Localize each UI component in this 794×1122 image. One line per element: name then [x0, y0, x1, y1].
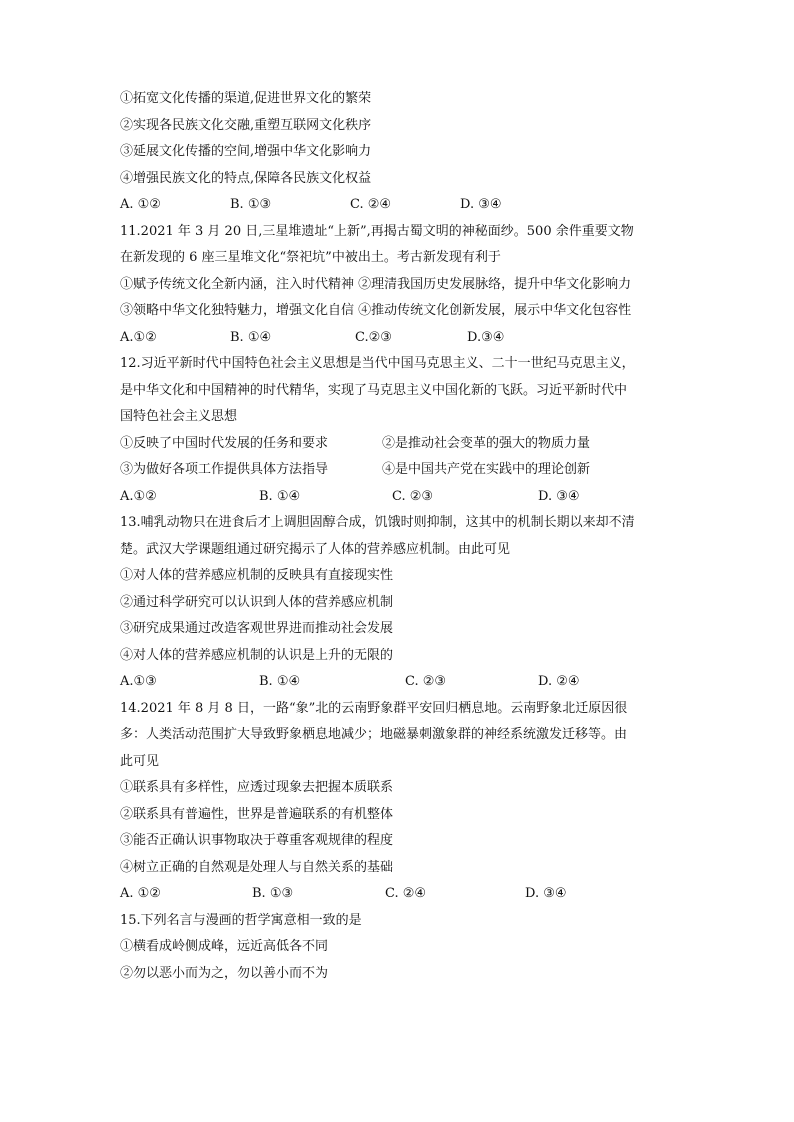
q11-answer-c: C.②③	[355, 329, 392, 345]
q13-answer-choices	[120, 669, 680, 696]
q11-stem-line-2: 在新发现的 6 座三星堆文化“祭祀坑”中被出土。考古新发现有利于	[120, 250, 501, 265]
q10-answer-a: A. ①②	[120, 197, 161, 212]
q12-answer-choices	[120, 484, 680, 511]
q14-option-4: ④树立正确的自然观是处理人与自然关系的基础	[120, 859, 394, 875]
q12-stem-line-2: 是中华文化和中国精神的时代精华，实现了马克思主义中国化新的飞跃。习近平新时代中	[120, 382, 628, 398]
q10-answer-choices	[120, 192, 680, 219]
q11-options-line-1: ①赋予传统文化全新内涵，注入时代精神 ②理清我国历史发展脉络，提升中华文化影响力	[120, 276, 632, 292]
q10-option-4: ④增强民族文化的特点,保障各民族文化权益	[120, 170, 372, 186]
q10-answer-b: B. ①③	[230, 197, 272, 212]
q15-stem-line-1: 15.下列名言与漫画的哲学寓意相一致的是	[120, 912, 362, 928]
q11-answer-b: B. ①④	[230, 329, 272, 345]
q13-answer-d: D. ②④	[538, 674, 580, 689]
q12-stem-line-1: 12.习近平新时代中国特色社会主义思想是当代中国马克思主义、二十一世纪马克思主义，	[120, 356, 635, 371]
q13-stem-line-1: 13.哺乳动物只在进食后才上调胆固醇合成，饥饿时则抑制，这其中的机制长期以来却不清	[120, 515, 635, 530]
q10-option-2: ②实现各民族文化交融,重塑互联网文化秩序	[120, 117, 372, 133]
q12-option-2: ②是推动社会变革的强大的物质力量	[382, 435, 591, 451]
q14-answer-choices	[120, 881, 680, 908]
q14-stem-line-2: 多：人类活动范围扩大导致野象栖息地减少；地磁暴刺激象群的神经系统激发迁移等。由	[120, 727, 628, 742]
q14-option-3: ③能否正确认识事物取决于尊重客观规律的程度	[120, 833, 394, 848]
q15-option-1: ①横看成岭侧成峰，远近高低各不同	[120, 939, 329, 954]
q14-option-1: ①联系具有多样性，应透过现象去把握本质联系	[120, 780, 394, 795]
q13-option-2: ②通过科学研究可以认识到人体的营养感应机制	[120, 594, 394, 610]
q14-answer-c: C. ②④	[385, 886, 427, 901]
q11-answer-d: D.③④	[467, 329, 505, 345]
q14-stem-line-3: 此可见	[120, 753, 160, 769]
q10-answer-d: D. ③④	[460, 197, 502, 212]
q15-option-2: ②勿以恶小而为之，勿以善小而不为	[120, 965, 329, 981]
q12-answer-c: C. ②③	[392, 488, 434, 504]
q13-option-4: ④对人体的营养感应机制的认识是上升的无限的	[120, 647, 394, 663]
q13-answer-c: C. ②③	[405, 674, 447, 689]
q13-option-3: ③研究成果通过改造客观世界进而推动社会发展	[120, 621, 394, 636]
q11-stem-line-1: 11.2021 年 3 月 20 日,三星堆遗址“上新”,再揭古蜀文明的神秘面纱。500 余件重要文物	[120, 223, 634, 239]
q14-stem-line-1: 14.2021 年 8 月 8 日，一路“象”北的云南野象群平安回归栖息地。云南野象北迁原因很	[120, 700, 628, 716]
q14-answer-b: B. ①③	[252, 886, 294, 901]
q14-option-2: ②联系具有普遍性，世界是普遍联系的有机整体	[120, 806, 394, 822]
q12-answer-a: A.①②	[120, 488, 157, 504]
q11-options-line-2: ③领略中华文化独特魅力，增强文化自信 ④推动传统文化创新发展，展示中华文化包容性	[120, 303, 632, 318]
q13-answer-a: A.①③	[120, 674, 157, 689]
q12-stem-line-3: 国特色社会主义思想	[120, 409, 238, 424]
exam-page	[120, 86, 680, 987]
q12-option-1: ①反映了中国时代发展的任务和要求	[120, 435, 329, 451]
q13-stem-line-2: 楚。武汉大学课题组通过研究揭示了人体的营养感应机制。由此可见	[120, 541, 511, 557]
q12-answer-b: B. ①④	[259, 488, 301, 504]
q10-answer-c: C. ②④	[350, 197, 392, 212]
q14-answer-d: D. ③④	[525, 886, 567, 901]
q12-options-row-2	[120, 457, 680, 484]
q12-option-3: ③为做好各项工作提供具体方法指导	[120, 462, 329, 477]
q13-answer-b: B. ①④	[259, 674, 301, 689]
q11-answer-choices	[120, 325, 680, 352]
q11-answer-a: A.①②	[120, 329, 157, 345]
q14-answer-a: A. ①②	[120, 886, 161, 901]
q10-option-1: ①拓宽文化传播的渠道,促进世界文化的繁荣	[120, 91, 372, 106]
q10-option-3: ③延展文化传播的空间,增强中华文化影响力	[120, 144, 372, 159]
q12-option-4: ④是中国共产党在实践中的理论创新	[382, 462, 591, 477]
q13-option-1: ①对人体的营养感应机制的反映具有直接现实性	[120, 568, 394, 583]
q12-answer-d: D. ③④	[538, 488, 580, 504]
q12-options-row-1	[120, 431, 680, 458]
